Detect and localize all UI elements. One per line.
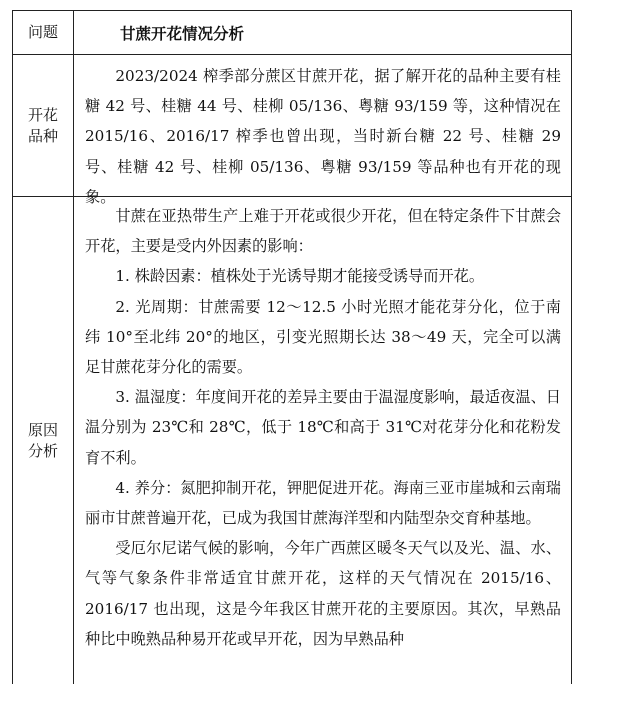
header-label-cell bbox=[13, 11, 74, 54]
analysis-table bbox=[12, 10, 572, 684]
cause-content-cell bbox=[74, 197, 571, 684]
header-row bbox=[13, 11, 571, 55]
variety-label-cell bbox=[13, 55, 74, 196]
header-label: 问题 bbox=[27, 23, 58, 41]
variety-paragraph: 2023/2024 榨季部分蔗区甘蔗开花，据了解开花的品种主要有桂糖 42 号、桂糖 44 号、桂柳 05/136、粤糖 93/159 等，这种情况在 2015/16、2016/17 榨季也曾出现，当时新台糖 22 号、桂糖 29 号、桂糖 42 号、桂柳 05/136、粤糖 93/159 等品种也有开花的现象。 bbox=[85, 67, 561, 206]
cause-paragraph-age: 1. 株龄因素：植株处于光诱导期才能接受诱导而开花。 bbox=[115, 267, 485, 286]
variety-label: 开花 品种 bbox=[27, 105, 58, 145]
variety-row bbox=[13, 55, 571, 206]
cause-paragraph-climate: 受厄尔尼诺气候的影响，今年广西蔗区暖冬天气以及光、温、水、气等气象条件非常适宜甘蔗开花，这样的天气情况在 2015/16、2016/17 也出现，这是今年我区甘蔗开花的主要原因。其次，早熟品种比中晚熟品种易开花或早开花，因为早熟品种 bbox=[85, 539, 561, 648]
cause-paragraph-temperature: 3. 温湿度：年度间开花的差异主要由于温湿度影响，最适夜温、日温分别为 23℃和 28℃，低于 18℃和高于 31℃对花芽分化和花粉发育不利。 bbox=[85, 388, 561, 467]
cause-paragraph-nutrients: 4. 养分：氮肥抑制开花，钾肥促进开花。海南三亚市崖城和云南瑞丽市甘蔗普遍开花，已成为我国甘蔗海洋型和内陆型杂交育种基地。 bbox=[85, 478, 561, 528]
variety-content-cell bbox=[74, 55, 571, 206]
cause-paragraph-intro: 甘蔗在亚热带生产上难于开花或很少开花，但在特定条件下甘蔗会开花，主要是受内外因素的影响： bbox=[85, 207, 561, 256]
cause-label-cell bbox=[13, 197, 74, 684]
cause-label: 原因 分析 bbox=[27, 420, 58, 460]
cause-paragraph-photoperiod: 2. 光周期：甘蔗需要 12～12.5 小时光照才能花芽分化，位于南纬 10°至北纬 20°的地区，引变光照期长达 38～49 天，完全可以满足甘蔗花芽分化的需要。 bbox=[85, 297, 561, 377]
header-title-cell bbox=[74, 11, 571, 54]
table-title: 甘蔗开花情况分析 bbox=[120, 25, 245, 43]
cause-row bbox=[13, 197, 571, 684]
